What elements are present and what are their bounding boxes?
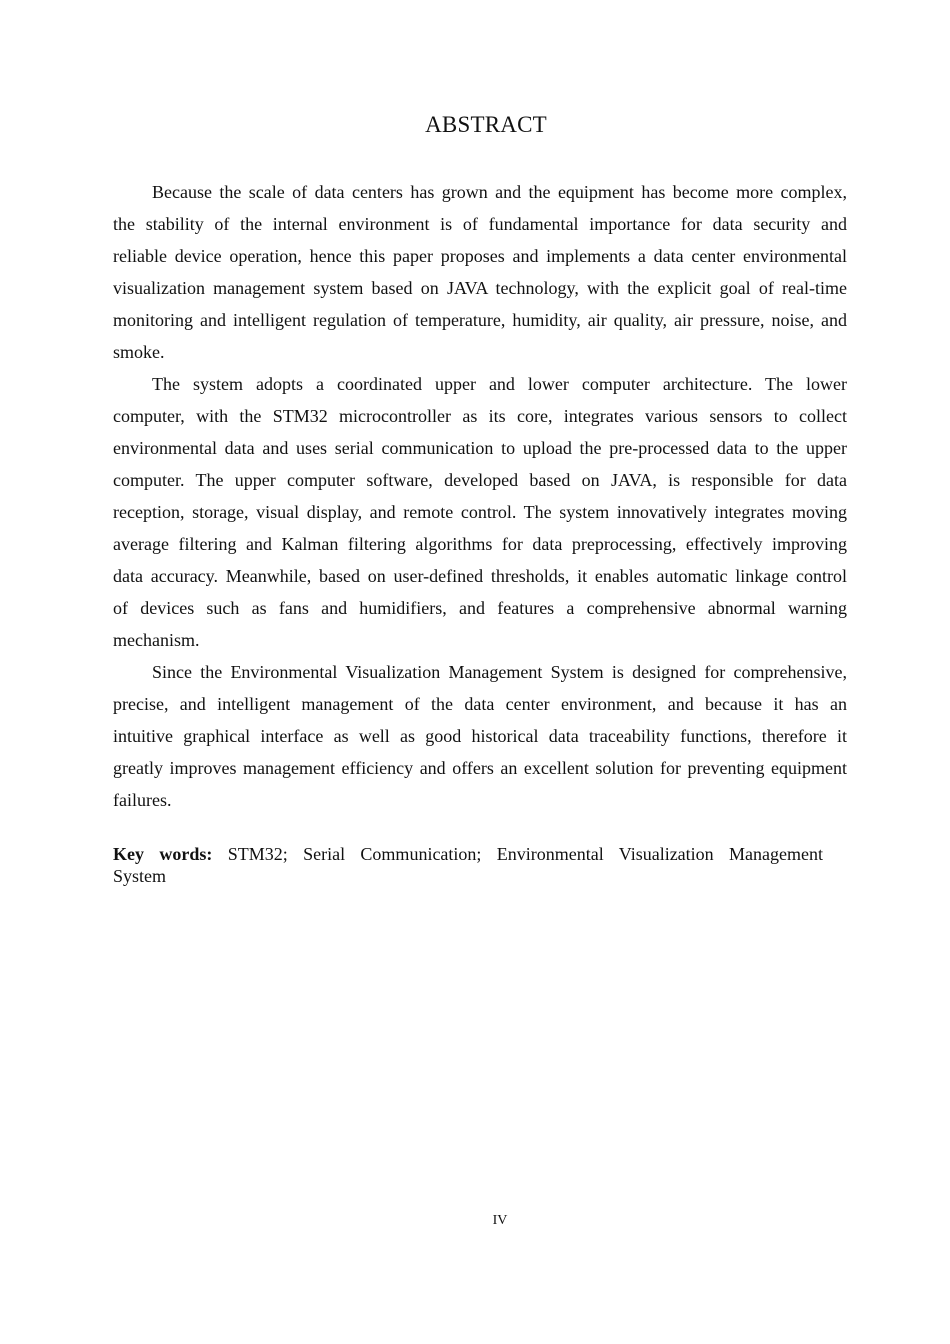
abstract-paragraph-2: The system adopts a coordinated upper and lower computer architecture. The lower computer, with the STM32 microcontroller as its core, integrates various sensors to collect environmental data and uses serial communication to upload the pre-processed data to the upper computer. The upper computer software, developed based on JAVA, is responsible for data reception, storage, visual display, and remote control. The system innovatively integrates moving average filtering and Kalman filtering algorithms for data preprocessing, effectively improving data accuracy. Meanwhile, based on user-defined thresholds, it enables automatic linkage control of devices such as fans and humidifiers, and features a comprehensive abnormal warning mechanism. — [113, 374, 847, 650]
abstract-body — [113, 176, 847, 816]
keywords-text: STM32; Serial Communication; Environmental Visualization Management System — [113, 844, 823, 886]
keywords-line — [113, 843, 823, 887]
abstract-paragraph-3: Since the Environmental Visualization Management System is designed for comprehensive, precise, and intelligent management of the data center environment, and because it has an intuitive graphical interface as well as good historical data traceability functions, therefore it greatly improves management efficiency and offers an excellent solution for preventing equipment failures. — [113, 662, 847, 810]
abstract-title: ABSTRACT — [425, 112, 547, 137]
abstract-paragraph-1: Because the scale of data centers has grown and the equipment has become more complex, the stability of the internal environment is of fundamental importance for data security and reliable device operation, hence this paper proposes and implements a data center environmental visualization management system based on JAVA technology, with the explicit goal of real-time monitoring and intelligent regulation of temperature, humidity, air quality, air pressure, noise, and smoke. — [113, 182, 847, 362]
keywords-label: Key words: — [113, 844, 213, 864]
page-number: IV — [492, 1213, 508, 1228]
